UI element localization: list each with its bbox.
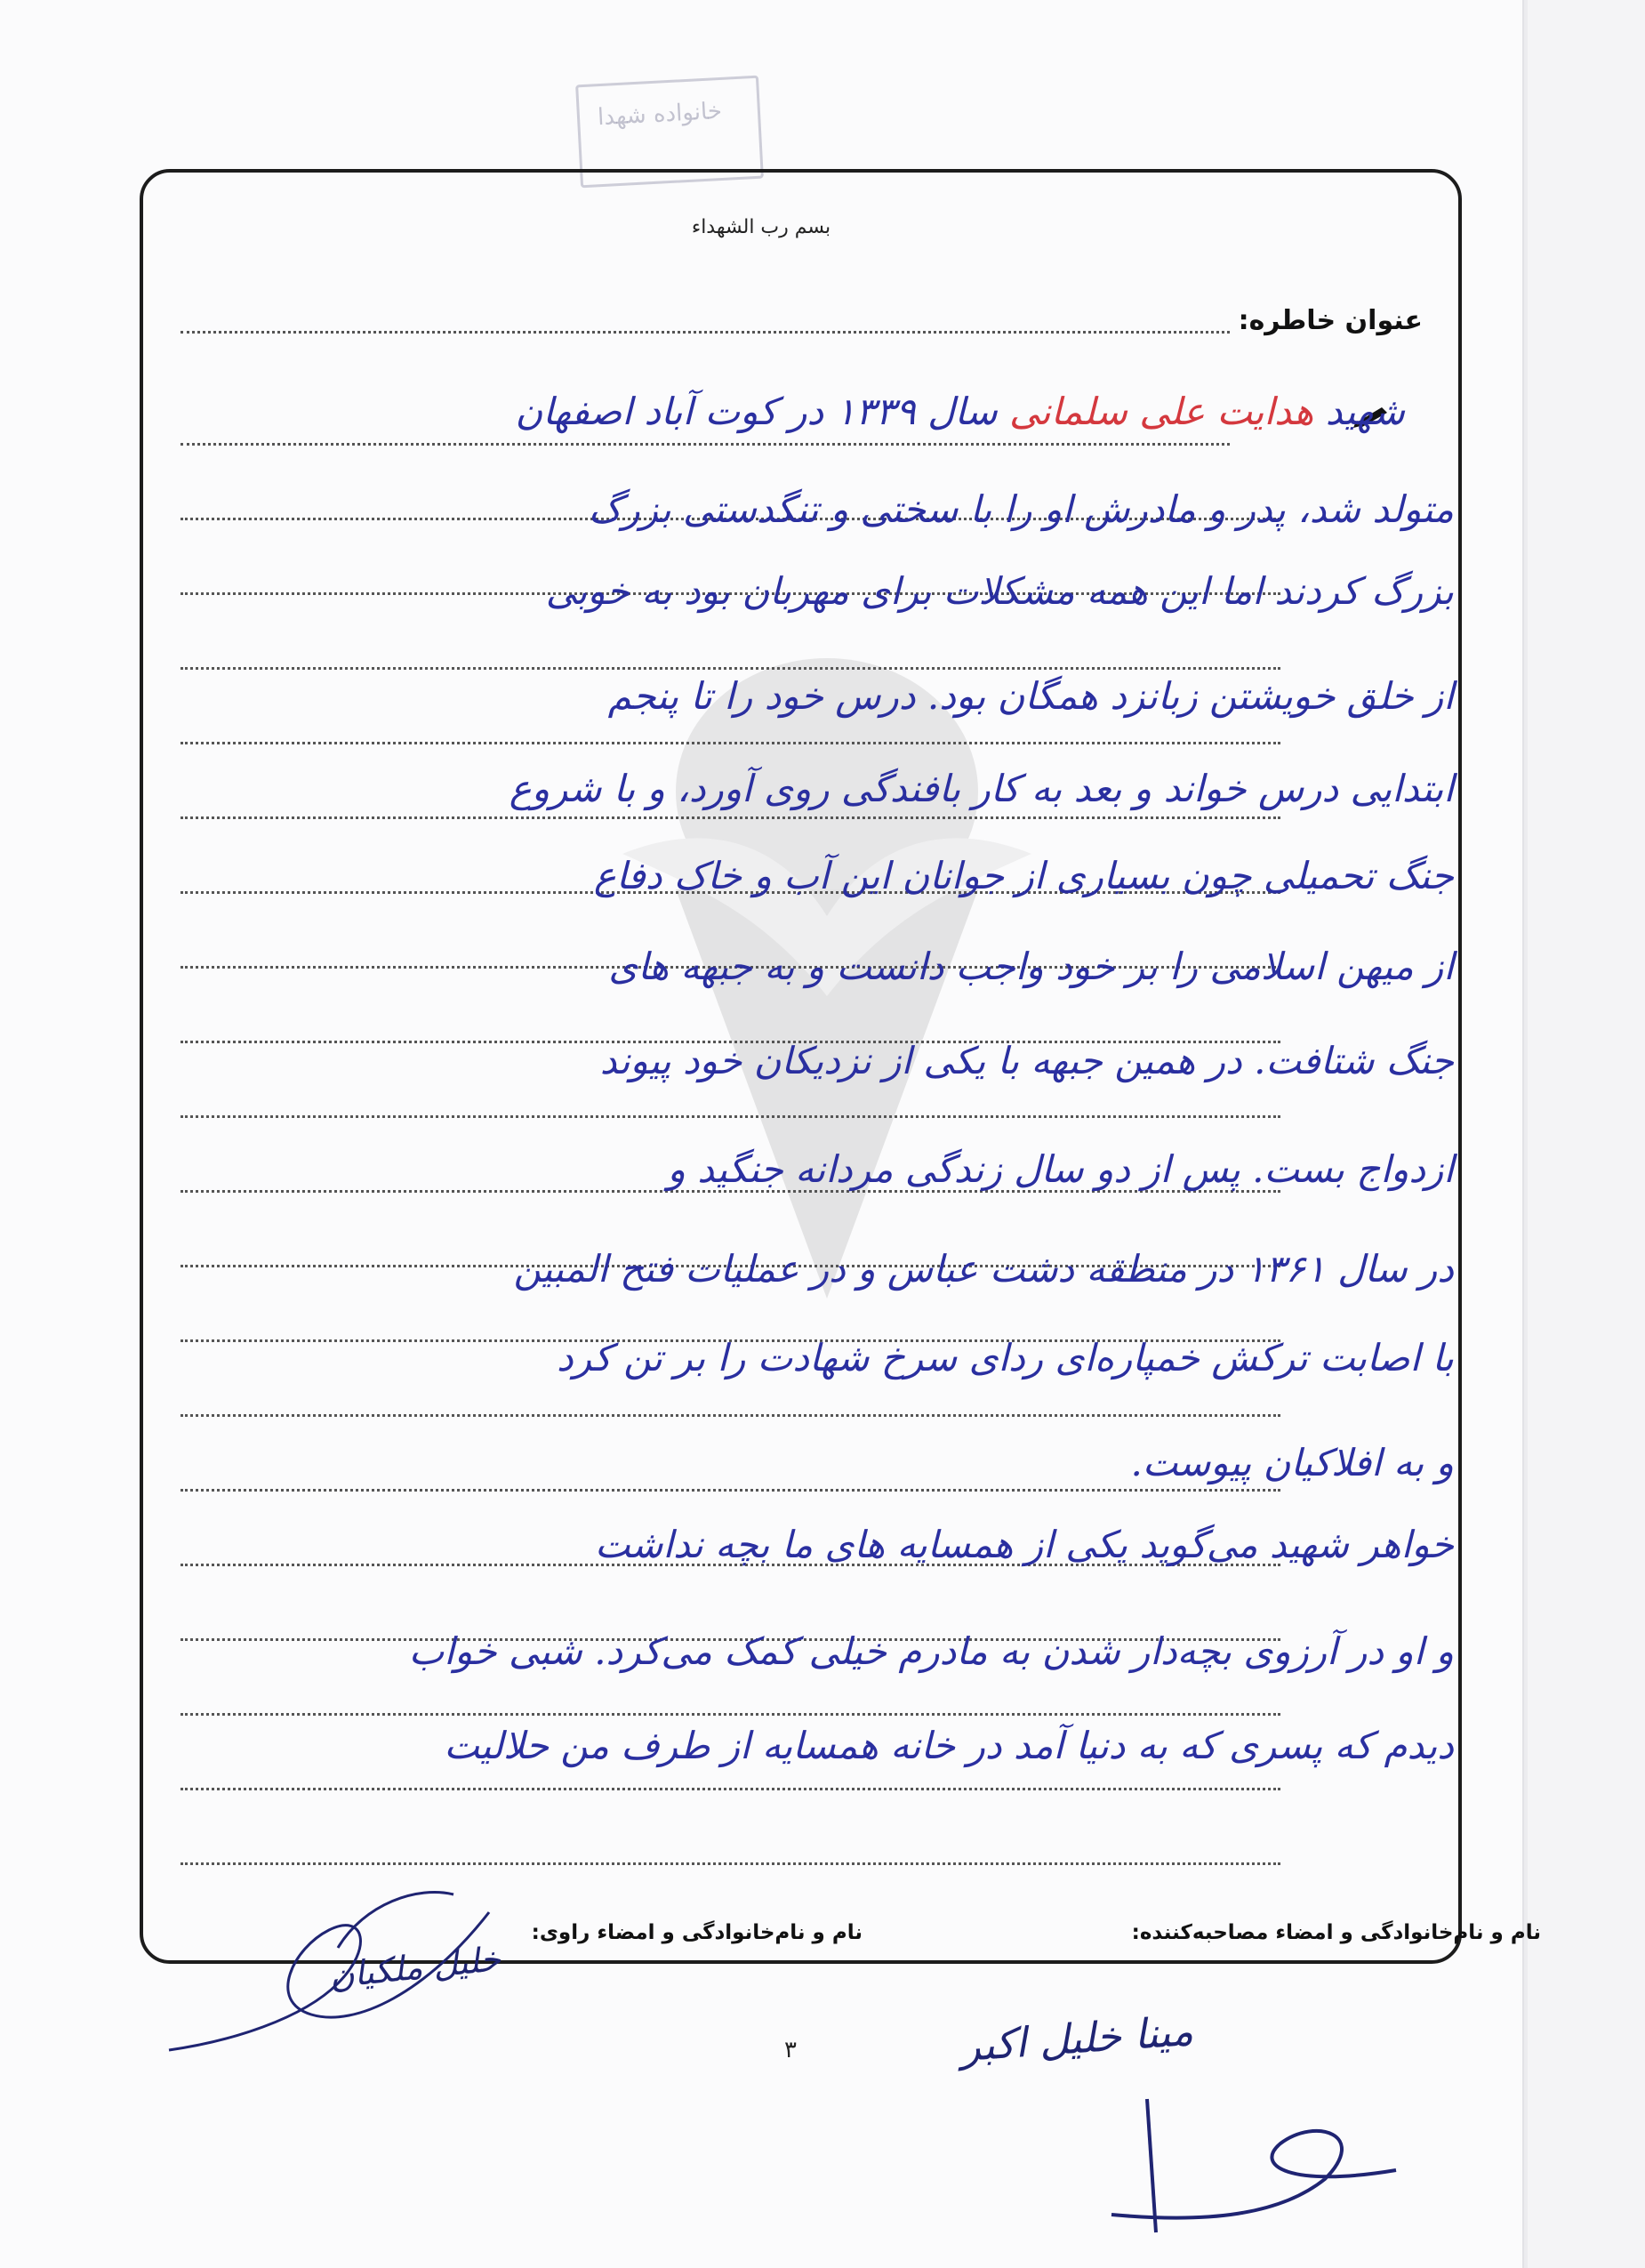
writing-rule: [181, 1115, 1280, 1118]
writing-rule: [181, 667, 1280, 670]
memoir-line: جنگ تحمیلی چون بسیاری از جوانان این آب و خاک دفاع: [593, 854, 1454, 897]
memoir-title-label: عنوان خاطره:: [1238, 305, 1423, 336]
memoir-line: و او در آرزوی بچه‌دار شدن به مادرم خیلی کمک می‌کرد. شبی خواب: [408, 1629, 1454, 1673]
memoir-line-text: سال ۱۳۳۹ در کوت آباد اصفهان: [515, 390, 998, 433]
writing-rule: [181, 1788, 1280, 1790]
memoir-line: ازدواج بست. پس از دو سال زندگی مردانه جنگید و: [667, 1147, 1454, 1191]
writing-rule: [181, 742, 1280, 744]
writing-rule: [181, 1414, 1280, 1417]
memoir-line: با اصابت ترکش خمپاره‌ای ردای سرخ شهادت را بر تن کرد: [557, 1336, 1454, 1379]
interviewer-signature-label: نام و نام‌خانوادگی و امضاء مصاحبه‌کننده:: [1131, 1921, 1541, 1944]
memoir-line: متولد شد، پدر و مادرش او را با سختی و تنگدستی بزرگ: [588, 487, 1454, 531]
martyr-name: هدایت علی سلمانی: [1009, 390, 1314, 433]
writing-rule: [181, 1489, 1280, 1492]
memoir-line: [516, 390, 1406, 433]
writing-rule: [181, 816, 1280, 819]
page-number: ۳: [784, 2037, 797, 2063]
memoir-line: از خلق خویشتن زبانزد همگان بود. درس خود را تا پنجم: [607, 674, 1454, 718]
narrator-name: خلیل ملکیان: [327, 1939, 503, 1996]
memoir-line: از میهن اسلامی را بر خود واجب دانست و به جبهه های: [608, 945, 1454, 988]
memoir-line: جنگ شتافت. در همین جبهه با یکی از نزدیکان خود پیوند: [599, 1039, 1454, 1082]
narrator-signature-label: نام و نام‌خانوادگی و امضاء راوی:: [531, 1921, 863, 1944]
page-header: بسم رب الشهداء: [691, 216, 831, 238]
writing-rule: [181, 443, 1230, 446]
memoir-line: خواهر شهید می‌گوید یکی از همسایه های ما بچه نداشت: [594, 1523, 1454, 1566]
interviewer-signature-mark: [1103, 2081, 1405, 2250]
memoir-line: بزرگ کردند اما این همه مشکلات برای مهربان بود به خوبی: [545, 569, 1454, 613]
title-rule: [181, 331, 1230, 334]
memoir-line: ابتدایی درس خواند و بعد به کار بافندگی روی آورد، و با شروع: [509, 767, 1454, 810]
memoir-line: دیدم که پسری که به دنیا آمد در خانه همسایه از طرف من حلالیت: [444, 1724, 1454, 1767]
martyr-prefix: شهید: [1325, 390, 1405, 433]
interviewer-name: مینا خلیل اکبر: [959, 2006, 1195, 2071]
memoir-line: در سال ۱۳۶۱ در منطقه دشت عباس و در عملیات فتح المبین: [513, 1247, 1454, 1291]
writing-rule: [181, 1713, 1280, 1716]
stamp-text: خانواده شهدا: [597, 97, 723, 132]
memoir-line: و به افلاکیان پیوست.: [1130, 1441, 1454, 1484]
